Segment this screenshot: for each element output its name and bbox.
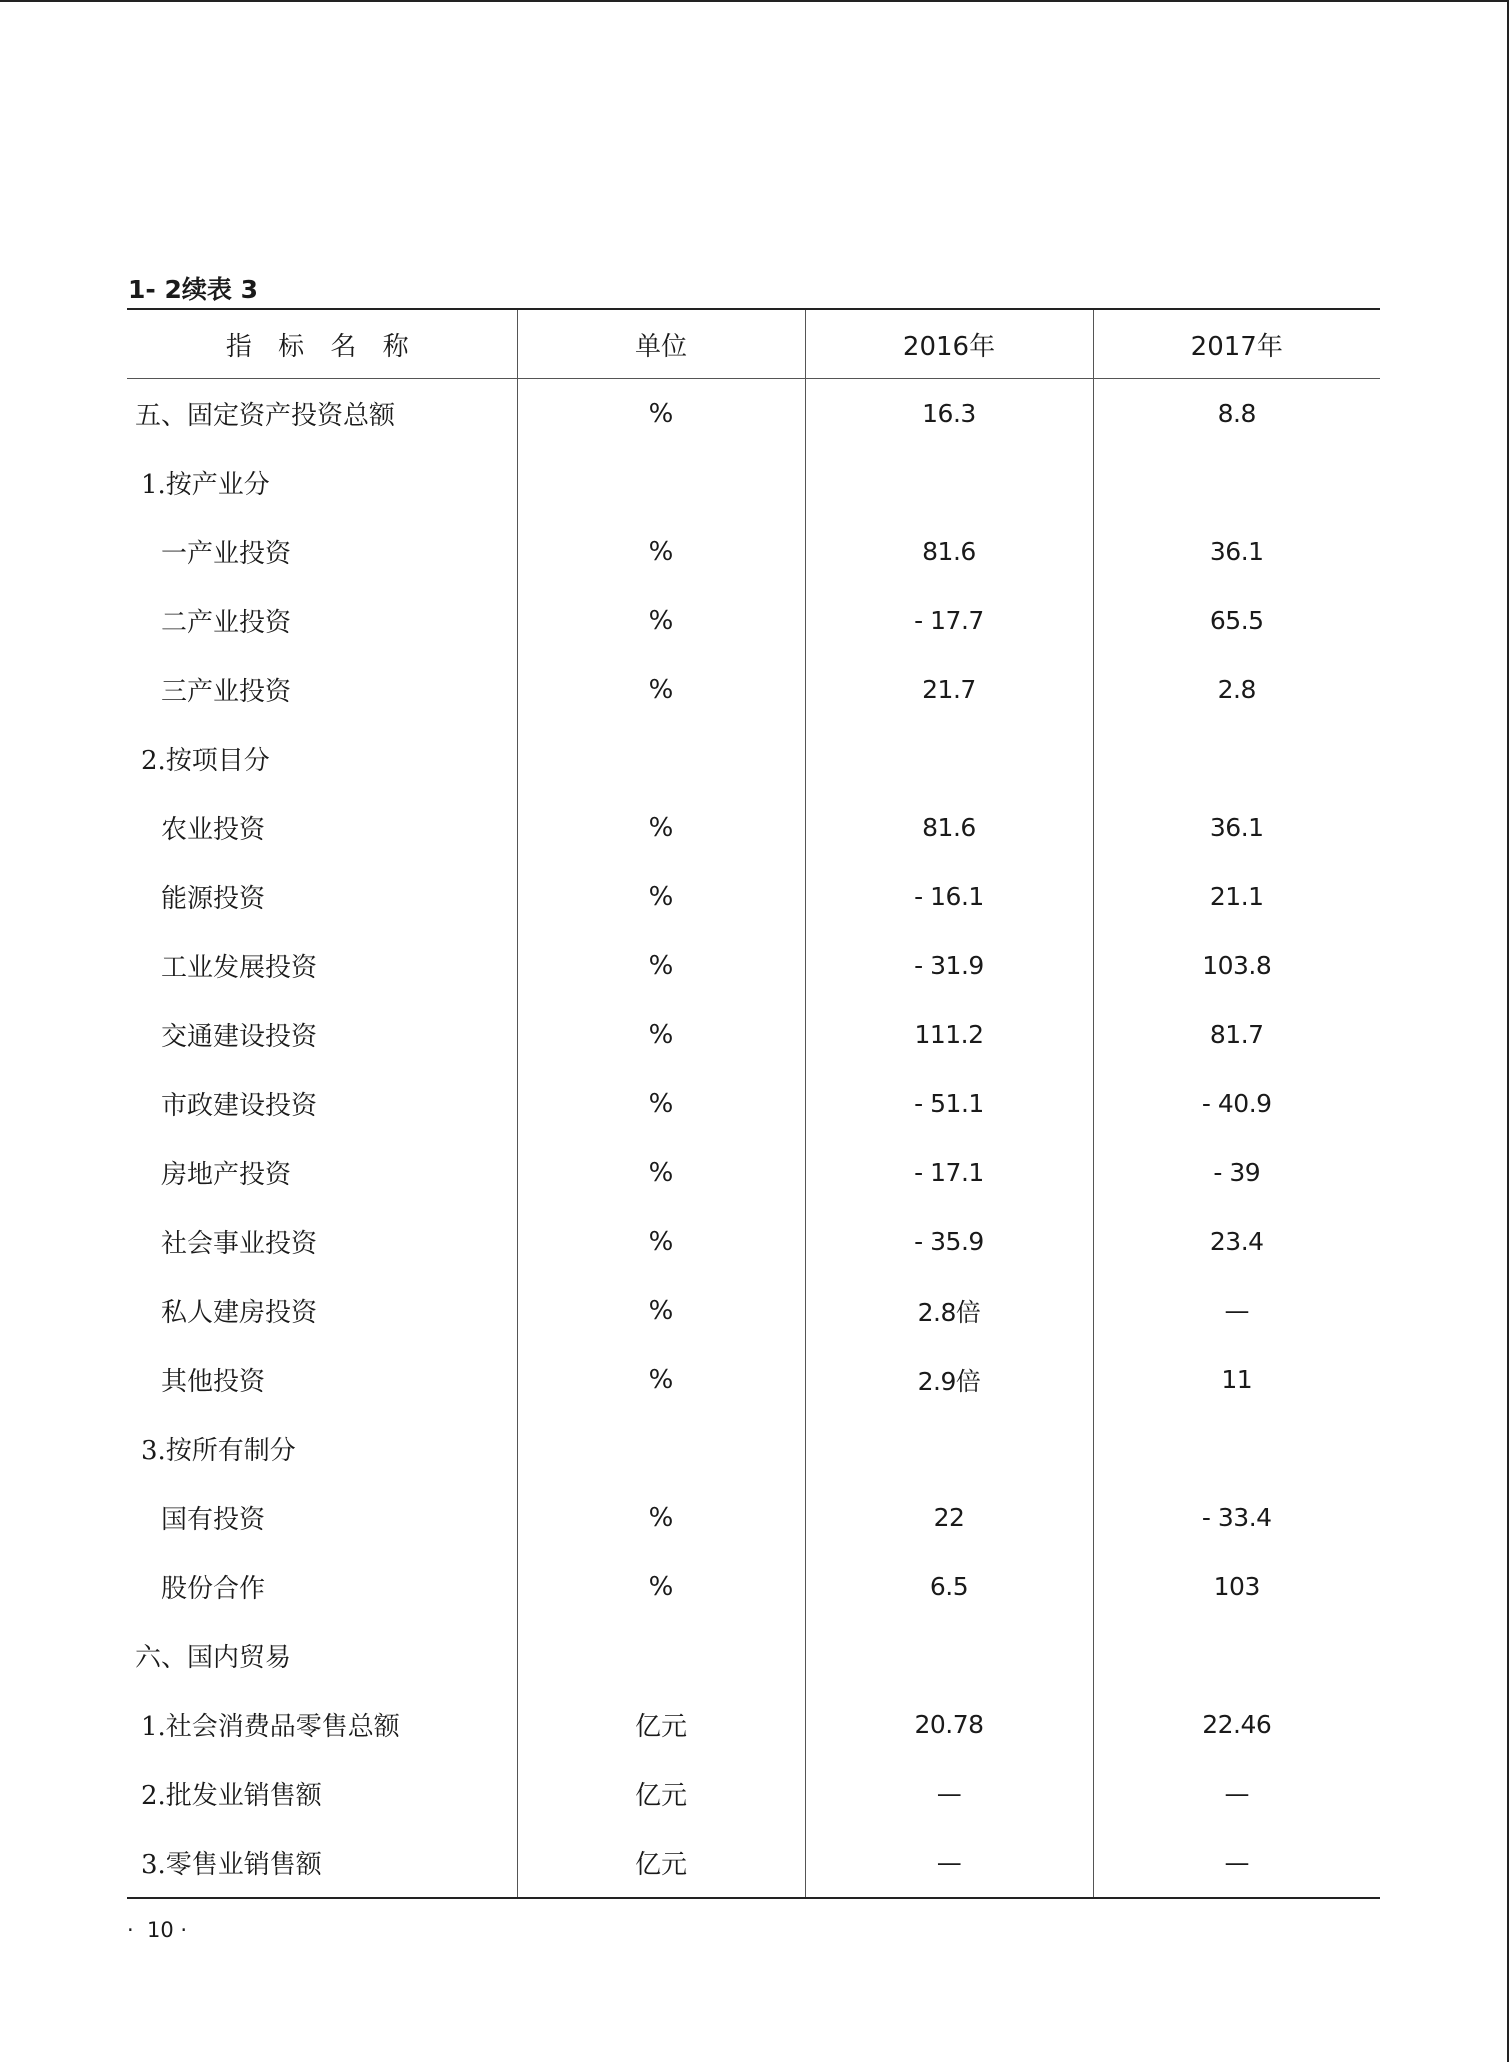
row-unit: % bbox=[517, 1552, 805, 1621]
row-unit: % bbox=[517, 517, 805, 586]
header-year-2017: 2017年 bbox=[1093, 309, 1380, 379]
row-indicator-name: 1.按产业分 bbox=[141, 470, 270, 500]
row-value-2016 bbox=[805, 1621, 1093, 1690]
row-indicator-name: 2.按项目分 bbox=[141, 746, 270, 776]
row-value-2017: 81.7 bbox=[1093, 1000, 1380, 1069]
row-unit bbox=[517, 1414, 805, 1483]
row-indicator-name: 工业发展投资 bbox=[161, 953, 318, 983]
row-unit: % bbox=[517, 1207, 805, 1276]
row-indicator-name: 国有投资 bbox=[161, 1505, 266, 1535]
row-indicator-name: 农业投资 bbox=[161, 815, 266, 845]
row-unit bbox=[517, 724, 805, 793]
row-value-2016: 21.7 bbox=[805, 655, 1093, 724]
table-row bbox=[127, 1069, 1380, 1138]
table-row bbox=[127, 586, 1380, 655]
row-unit: % bbox=[517, 1483, 805, 1552]
row-unit: % bbox=[517, 931, 805, 1000]
row-value-2016: - 31.9 bbox=[805, 931, 1093, 1000]
row-value-2017: — bbox=[1093, 1759, 1380, 1828]
row-unit: % bbox=[517, 1000, 805, 1069]
row-unit: 亿元 bbox=[517, 1759, 805, 1828]
row-value-2016: - 17.1 bbox=[805, 1138, 1093, 1207]
row-indicator-name: 一产业投资 bbox=[161, 539, 292, 569]
table-row bbox=[127, 1000, 1380, 1069]
row-value-2016: - 35.9 bbox=[805, 1207, 1093, 1276]
row-value-2016: - 51.1 bbox=[805, 1069, 1093, 1138]
row-indicator-name: 市政建设投资 bbox=[161, 1091, 318, 1121]
row-indicator-name: 社会事业投资 bbox=[161, 1229, 318, 1259]
table-row bbox=[127, 379, 1380, 449]
row-indicator-name: 3.零售业销售额 bbox=[127, 1828, 517, 1898]
row-unit bbox=[517, 448, 805, 517]
row-value-2017 bbox=[1093, 724, 1380, 793]
row-indicator-name: 二产业投资 bbox=[161, 608, 292, 638]
row-value-2017 bbox=[1093, 1621, 1380, 1690]
row-value-2016: 20.78 bbox=[805, 1690, 1093, 1759]
row-value-2016: 81.6 bbox=[805, 517, 1093, 586]
header-unit: 单位 bbox=[517, 309, 805, 379]
row-unit bbox=[517, 1621, 805, 1690]
table-row bbox=[127, 931, 1380, 1000]
row-value-2016: 22 bbox=[805, 1483, 1093, 1552]
row-value-2017: 23.4 bbox=[1093, 1207, 1380, 1276]
row-indicator-name: 其他投资 bbox=[161, 1367, 266, 1397]
table-header bbox=[127, 309, 1380, 379]
table-row bbox=[127, 655, 1380, 724]
row-indicator-name: 五、固定资产投资总额 bbox=[135, 401, 396, 431]
row-value-2017: 21.1 bbox=[1093, 862, 1380, 931]
table-row bbox=[127, 724, 1380, 793]
table-row bbox=[127, 1276, 1380, 1345]
row-value-2016 bbox=[805, 1414, 1093, 1483]
row-indicator-name: 私人建房投资 bbox=[161, 1298, 318, 1328]
row-value-2016: — bbox=[805, 1828, 1093, 1898]
row-value-2017 bbox=[1093, 1414, 1380, 1483]
row-value-2016: 6.5 bbox=[805, 1552, 1093, 1621]
row-unit: % bbox=[517, 1138, 805, 1207]
row-value-2017: 36.1 bbox=[1093, 793, 1380, 862]
row-indicator-name: 2.批发业销售额 bbox=[141, 1781, 322, 1811]
row-indicator-name: 3.按所有制分 bbox=[141, 1436, 296, 1466]
row-value-2017: - 40.9 bbox=[1093, 1069, 1380, 1138]
table-row bbox=[127, 862, 1380, 931]
row-value-2016 bbox=[805, 448, 1093, 517]
row-value-2016: - 17.7 bbox=[805, 586, 1093, 655]
row-indicator-name: 房地产投资 bbox=[161, 1160, 292, 1190]
table-row bbox=[127, 1621, 1380, 1690]
row-unit: % bbox=[517, 1069, 805, 1138]
row-value-2016: 2.9倍 bbox=[805, 1345, 1093, 1414]
row-value-2016: 2.8倍 bbox=[805, 1276, 1093, 1345]
header-row bbox=[127, 309, 1380, 379]
row-value-2017: - 39 bbox=[1093, 1138, 1380, 1207]
row-value-2017: 103.8 bbox=[1093, 931, 1380, 1000]
header-year-2016: 2016年 bbox=[805, 309, 1093, 379]
row-value-2017: 65.5 bbox=[1093, 586, 1380, 655]
row-value-2017: - 33.4 bbox=[1093, 1483, 1380, 1552]
row-value-2016: - 16.1 bbox=[805, 862, 1093, 931]
row-value-2016: 111.2 bbox=[805, 1000, 1093, 1069]
row-value-2016: 16.3 bbox=[805, 379, 1093, 449]
row-value-2016 bbox=[805, 724, 1093, 793]
row-unit: % bbox=[517, 1345, 805, 1414]
row-indicator-name: 交通建设投资 bbox=[161, 1022, 318, 1052]
table-row bbox=[127, 517, 1380, 586]
row-indicator-name: 三产业投资 bbox=[161, 677, 292, 707]
table-row bbox=[127, 1690, 1380, 1759]
row-indicator-name: 1.社会消费品零售总额 bbox=[141, 1712, 400, 1742]
table-body bbox=[127, 379, 1380, 1899]
table-row bbox=[127, 1552, 1380, 1621]
statistics-table bbox=[127, 308, 1380, 1899]
row-unit: % bbox=[517, 862, 805, 931]
table-row bbox=[127, 1759, 1380, 1828]
header-indicator-name: 指 标 名 称 bbox=[127, 309, 517, 379]
row-value-2016: — bbox=[805, 1759, 1093, 1828]
row-value-2017: — bbox=[1093, 1276, 1380, 1345]
table-row bbox=[127, 1138, 1380, 1207]
row-value-2017: 8.8 bbox=[1093, 379, 1380, 449]
table-row bbox=[127, 1207, 1380, 1276]
table-row bbox=[127, 1414, 1380, 1483]
table-row bbox=[127, 1828, 1380, 1898]
row-indicator-name: 股份合作 bbox=[161, 1574, 266, 1604]
row-value-2017 bbox=[1093, 448, 1380, 517]
row-unit: % bbox=[517, 586, 805, 655]
row-unit: % bbox=[517, 655, 805, 724]
table-row bbox=[127, 1345, 1380, 1414]
row-indicator-name: 能源投资 bbox=[161, 884, 266, 914]
row-unit: % bbox=[517, 1276, 805, 1345]
row-indicator-name: 六、国内贸易 bbox=[135, 1643, 292, 1673]
page-number: · 10 · bbox=[127, 1918, 188, 1942]
row-value-2017: 11 bbox=[1093, 1345, 1380, 1414]
table-row bbox=[127, 793, 1380, 862]
row-unit: 亿元 bbox=[517, 1690, 805, 1759]
row-value-2017: 2.8 bbox=[1093, 655, 1380, 724]
table-title: 1- 2续表 3 bbox=[128, 275, 258, 304]
row-value-2016: 81.6 bbox=[805, 793, 1093, 862]
table-row bbox=[127, 448, 1380, 517]
row-unit: % bbox=[517, 379, 805, 449]
row-value-2017: — bbox=[1093, 1828, 1380, 1898]
row-unit: % bbox=[517, 793, 805, 862]
row-value-2017: 22.46 bbox=[1093, 1690, 1380, 1759]
row-unit: 亿元 bbox=[517, 1828, 805, 1898]
table-row bbox=[127, 1483, 1380, 1552]
row-value-2017: 103 bbox=[1093, 1552, 1380, 1621]
row-value-2017: 36.1 bbox=[1093, 517, 1380, 586]
